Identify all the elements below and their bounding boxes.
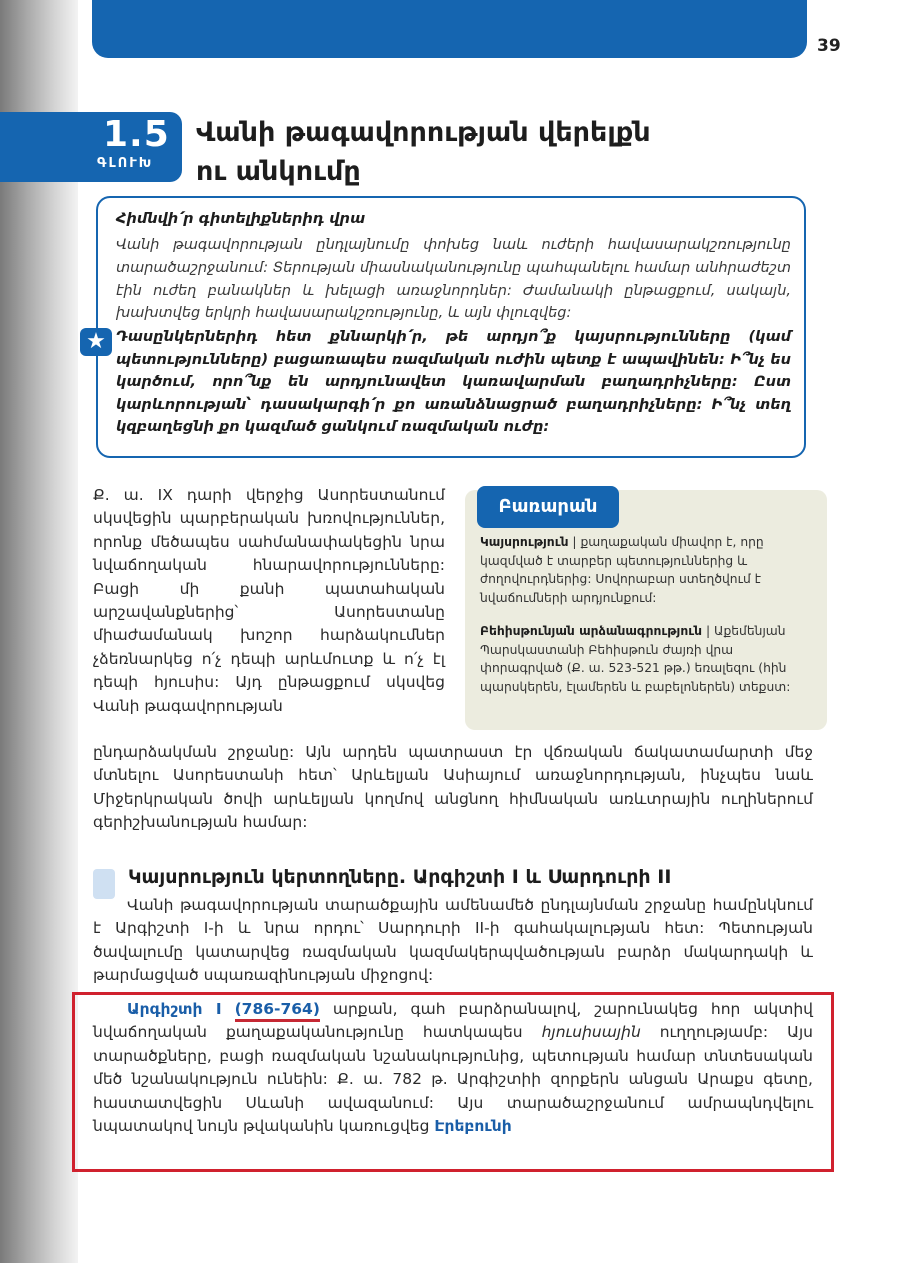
page-number: 39 xyxy=(817,36,841,56)
paragraph-1-continued: ընդարձակման շրջանը: Այն արդեն պատրաստ էր վճռական ճակատամարտի մեջ մտնելու Ասորեստանի հետ՝ Արևելյան Ասիայում առաջնորդության, ինչպես նաև Միջերկրական ծովի արևելյան կողմով անցնող հիմնական առևտրային ուղիներում գերիշխանության համար: xyxy=(93,743,813,832)
highlighted-term: Էրեբունի xyxy=(434,1117,512,1136)
chapter-number: 1.5 xyxy=(103,114,170,155)
section-heading: Կայսրություն կերտողները. Արգիշտի I և Սարդուրի II xyxy=(128,866,672,888)
paragraph-3-emphasis: հյուսիսային xyxy=(541,1023,641,1042)
paragraph-3-text-cont: ուղղությամբ: Այս տարածքները, բացի ռազմական նշանակությունից, պետության համար տնտեսական մեծ նշանակություն ունեին: Ք. ա. 782 թ. Արգիշտիի զորքերն անցան Արաքս գետը, հաստատվեցին Սևանի ավազանում: Այս տարածաշրջանում ամրապնդվելու նպատակով նույն թվականին կառուցվեց xyxy=(93,1023,813,1136)
chapter-title-line1: Վանի թագավորության վերելքն xyxy=(196,117,651,148)
chapter-title-line2: ու անկումը xyxy=(196,156,361,187)
highlighted-dates: (786-764) xyxy=(235,1000,320,1022)
recall-heading: Հիմնվի՛ր գիտելիքներիդ վրա xyxy=(116,211,366,227)
paragraph-2: Վանի թագավորության տարածքային ամենամեծ ընդլայնման շրջանը համընկնում է Արգիշտի I-ի և նրա որդու՝ Սարդուրի II-ի գահակալության հետ: Պետության ծավալումը կատարվեց ռազմական կազմակերպվածության բարձր մակարդակի և թարմացված սպառազինության միջոցով: xyxy=(93,896,813,985)
vocabulary-term: Կայսրություն xyxy=(480,535,569,549)
highlighted-name: Արգիշտի I xyxy=(127,1000,222,1018)
vocabulary-definition: | Աքեմենյան Պարսկաստանի Բեհիսթուն ժայռի վրա փորագրված (Ք. ա. 523-521 թթ.) եռալեզու (հին պարսկերեն, էլամերեն և բաբելոներեն) տեքստ: xyxy=(480,624,791,694)
vocabulary-entry xyxy=(480,533,815,607)
header-bar xyxy=(92,0,807,58)
recall-task: Դասընկերներիդ հետ քննարկի՛ր, թե արդյո՞ք կայսրությունները (կամ պետությունները) բացառապես ռազմական ուժին պետք է ապավինեն: Ի՞նչ ես կարծում, որո՞նք են արդյունավետ կառավարման բաղադրիչները: Ըստ կարևորության՝ դասակարգի՛ր քո առանձնացրած բաղադրիչները: Ի՞նչ տեղ կզբաղեցնի քո կազմած ցանկում ռազմական ուժը: xyxy=(116,329,791,436)
page-binding-shadow xyxy=(0,0,78,1263)
vocabulary-entry xyxy=(480,622,815,696)
recall-body: Վանի թագավորության ընդլայնումը փոխեց նաև ուժերի հավասարակշռությունը տարածաշրջանում: Տերության միասնականությունը պահպանելու համար անհրաժեշտ էին ուժեղ բանակներ և խելացի առաջնորդներ: Ժամանակի ընթացքում, սակայն, խախտվեց երկրի հավասարակշռությունը, և այն փլուզվեց: xyxy=(116,237,791,322)
highlight-frame xyxy=(72,992,834,1172)
paragraph-3-text: արքան, գահ բարձրանալով, շարունակեց հոր ակտիվ նվաճողական քաղաքականությունը հատկապես xyxy=(93,1000,813,1042)
vocabulary-term: Բեհիսթունյան արձանագրություն xyxy=(480,624,703,638)
star-icon: ★ xyxy=(80,328,112,356)
vocabulary-tab: Բառարան xyxy=(477,486,619,528)
paragraph-1-column: Ք. ա. IX դարի վերջից Ասորեստանում սկսվեցին պարբերական խռովություններ, որոնք մեծապես սահմանափակեցին նրա նվաճողական հնարավորությունները: Բացի մի քանի պատահական արշավանքներից՝ Ասորեստանը միաժամանակ խոշոր հարձակումներ չձեռնարկեց ո՛չ դեպի արևմուտք և ո՛չ էլ դեպի հյուսիս: Այդ ընթացքում սկսվեց Վանի թագավորության xyxy=(93,486,445,715)
chapter-title xyxy=(196,113,756,191)
chapter-label: ԳԼՈՒԽ xyxy=(97,156,154,171)
vocabulary-definition: | քաղաքական միավոր է, որը կազմված է տարբեր պետություններից և ժողովուրդներից: Սովորաբար ստեղծվում է նվաճումների արդյունքում: xyxy=(480,535,764,605)
